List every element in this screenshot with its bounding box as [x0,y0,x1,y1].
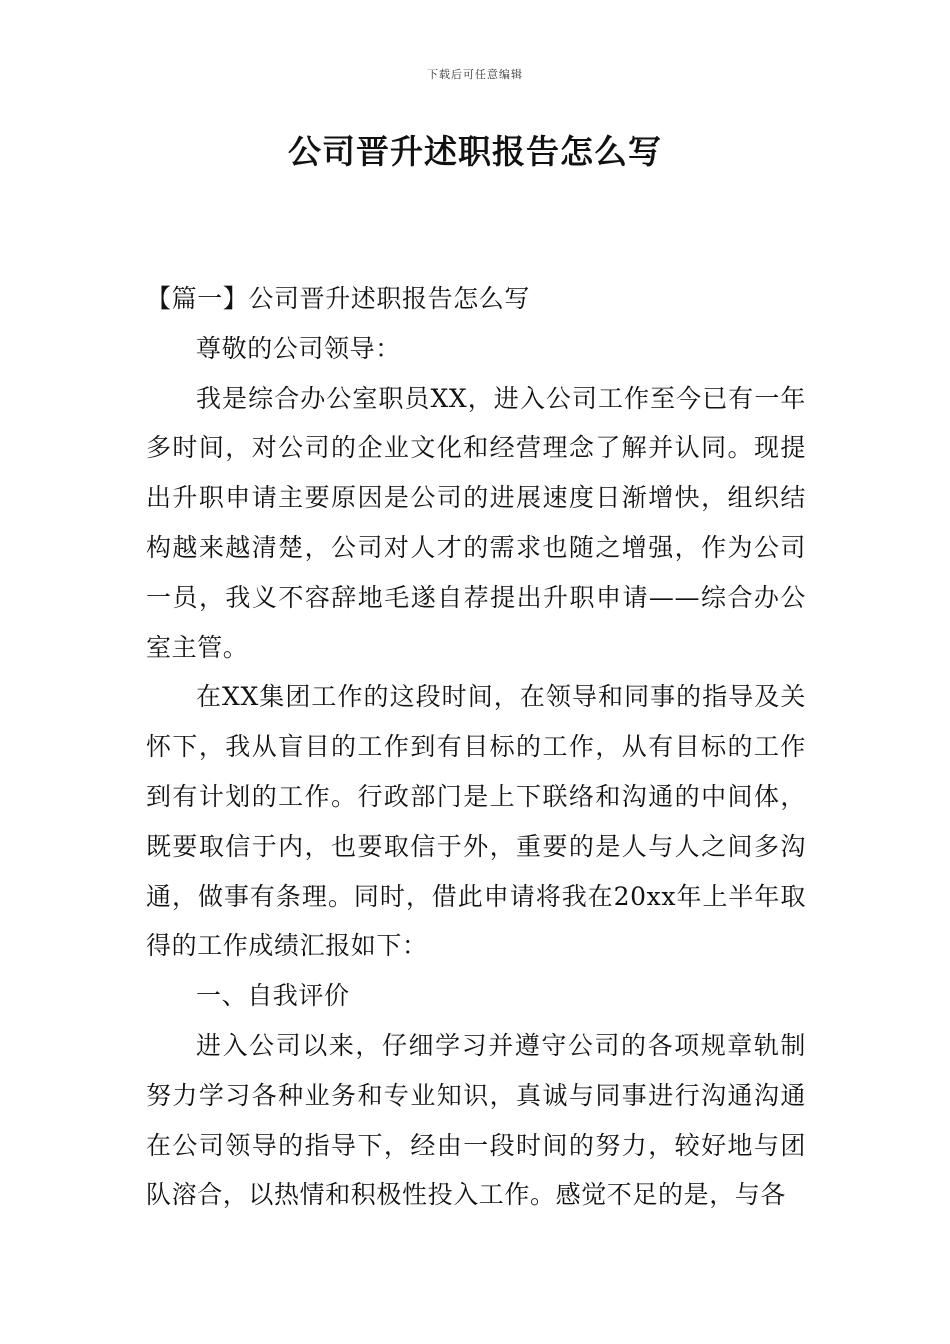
salutation: 尊敬的公司领导： [196,333,401,363]
document-title: 公司晋升述职报告怎么写 [288,132,662,171]
header-note: 下载后可任意编辑 [427,68,523,81]
paragraph: 我是综合办公室职员XX，进入公司工作至今已有一年多时间，对公司的企业文化和经营理念了解并认同。现提出升职申请主要原因是公司的进展速度日渐增快，组织结构越来越清楚，公司对人才的需求也随之增强，作为公司一员，我义不容辞地毛遂自荐提出升职申请——综合办公室主管。 [146,383,806,662]
subsection-heading: 一、自我评价 [196,981,350,1011]
section-heading: 【篇一】公司晋升述职报告怎么写 [146,284,531,313]
paragraph: 进入公司以来，仔细学习并遵守公司的各项规章轨制努力学习各种业务和专业知识，真诚与同事进行沟通沟通在公司领导的指导下，经由一段时间的努力，较好地与团队溶合，以热情和积极性投入工作。感觉不足的是，与各 [146,1030,806,1210]
paragraph: 在XX集团工作的这段时间，在领导和同事的指导及关怀下，我从盲目的工作到有目标的工作，从有目标的工作到有计划的工作。行政部门是上下联络和沟通的中间体，既要取信于内，也要取信于外，重要的是人与人之间多沟通，做事有条理。同时，借此申请将我在20xx年上半年取得的工作成绩汇报如下： [146,682,806,961]
document-body [146,274,806,1220]
